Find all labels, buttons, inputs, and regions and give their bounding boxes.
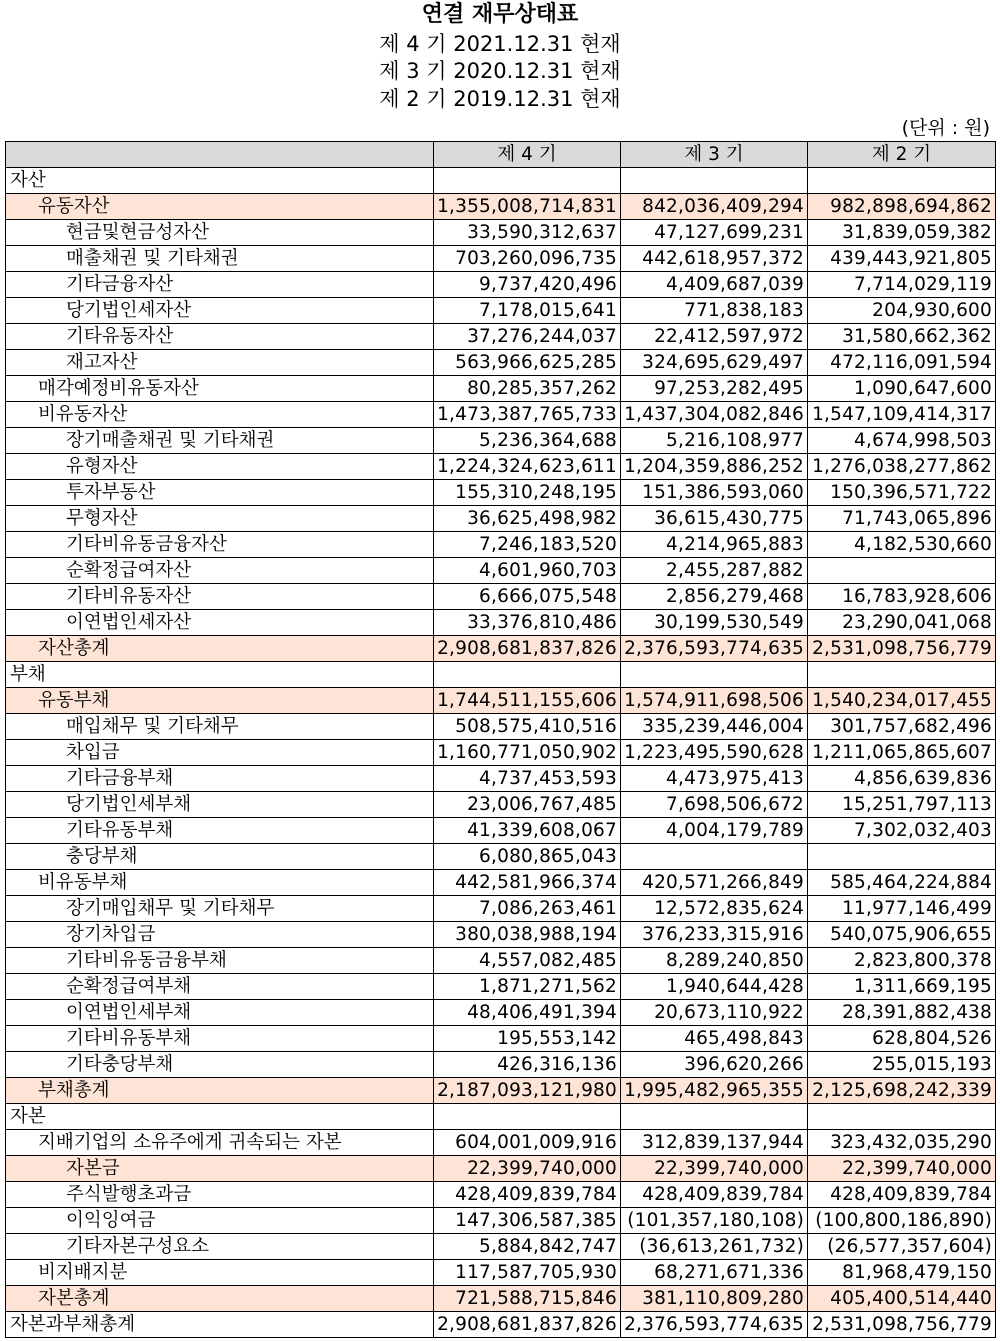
table-row bbox=[6, 1182, 996, 1208]
account-label: 당기법인세자산 bbox=[6, 298, 434, 324]
amount-cell-period-4: 5,884,842,747 bbox=[434, 1234, 621, 1260]
amount-cell-period-4: 1,160,771,050,902 bbox=[434, 740, 621, 766]
table-row bbox=[6, 532, 996, 558]
amount-cell-period-4: 41,339,608,067 bbox=[434, 818, 621, 844]
table-row bbox=[6, 350, 996, 376]
amount-cell-period-2: 81,968,479,150 bbox=[808, 1260, 996, 1286]
account-label: 기타유동부채 bbox=[6, 818, 434, 844]
account-label: 순확정급여부채 bbox=[6, 974, 434, 1000]
table-row bbox=[6, 298, 996, 324]
amount-cell-period-4: 1,224,324,623,611 bbox=[434, 454, 621, 480]
table-row bbox=[6, 1026, 996, 1052]
account-label: 유동자산 bbox=[6, 194, 434, 220]
amount-cell-period-2 bbox=[808, 662, 996, 688]
amount-cell-period-4: 721,588,715,846 bbox=[434, 1286, 621, 1312]
amount-cell-period-2: 150,396,571,722 bbox=[808, 480, 996, 506]
amount-cell-period-3: 30,199,530,549 bbox=[621, 610, 808, 636]
table-row bbox=[6, 1104, 996, 1130]
table-row bbox=[6, 1156, 996, 1182]
account-label: 유형자산 bbox=[6, 454, 434, 480]
amount-cell-period-2: 22,399,740,000 bbox=[808, 1156, 996, 1182]
header-period-2: 제 2 기 bbox=[808, 142, 996, 168]
amount-cell-period-2: 7,302,032,403 bbox=[808, 818, 996, 844]
unit-label: (단위 : 원) bbox=[901, 117, 990, 139]
amount-cell-period-2: 7,714,029,119 bbox=[808, 272, 996, 298]
period-line-2: 제 2 기 2019.12.31 현재 bbox=[379, 87, 621, 111]
amount-cell-period-3: 4,004,179,789 bbox=[621, 818, 808, 844]
amount-cell-period-2: 204,930,600 bbox=[808, 298, 996, 324]
account-label: 현금및현금성자산 bbox=[6, 220, 434, 246]
amount-cell-period-3: 5,216,108,977 bbox=[621, 428, 808, 454]
amount-cell-period-2: 1,311,669,195 bbox=[808, 974, 996, 1000]
amount-cell-period-4: 147,306,587,385 bbox=[434, 1208, 621, 1234]
account-label: 주식발행초과금 bbox=[6, 1182, 434, 1208]
table-row bbox=[6, 1208, 996, 1234]
amount-cell-period-4: 428,409,839,784 bbox=[434, 1182, 621, 1208]
header-period-3: 제 3 기 bbox=[621, 142, 808, 168]
amount-cell-period-3: 312,839,137,944 bbox=[621, 1130, 808, 1156]
amount-cell-period-3: 1,437,304,082,846 bbox=[621, 402, 808, 428]
account-label: 유동부채 bbox=[6, 688, 434, 714]
amount-cell-period-2: 4,674,998,503 bbox=[808, 428, 996, 454]
amount-cell-period-2: 628,804,526 bbox=[808, 1026, 996, 1052]
amount-cell-period-2: 323,432,035,290 bbox=[808, 1130, 996, 1156]
amount-cell-period-2: 405,400,514,440 bbox=[808, 1286, 996, 1312]
account-label: 당기법인세부채 bbox=[6, 792, 434, 818]
amount-cell-period-4: 37,276,244,037 bbox=[434, 324, 621, 350]
amount-cell-period-3: 465,498,843 bbox=[621, 1026, 808, 1052]
amount-cell-period-3: 442,618,957,372 bbox=[621, 246, 808, 272]
amount-cell-period-4: 1,744,511,155,606 bbox=[434, 688, 621, 714]
amount-cell-period-4: 48,406,491,394 bbox=[434, 1000, 621, 1026]
amount-cell-period-3: 20,673,110,922 bbox=[621, 1000, 808, 1026]
amount-cell-period-3: 47,127,699,231 bbox=[621, 220, 808, 246]
amount-cell-period-4: 9,737,420,496 bbox=[434, 272, 621, 298]
account-label: 자산 bbox=[6, 168, 434, 194]
amount-cell-period-3: 4,214,965,883 bbox=[621, 532, 808, 558]
table-row bbox=[6, 246, 996, 272]
table-row bbox=[6, 766, 996, 792]
table-row bbox=[6, 896, 996, 922]
table-row bbox=[6, 792, 996, 818]
table-row bbox=[6, 740, 996, 766]
table-row bbox=[6, 194, 996, 220]
amount-cell-period-4: 2,187,093,121,980 bbox=[434, 1078, 621, 1104]
account-label: 순확정급여자산 bbox=[6, 558, 434, 584]
account-label: 자본 bbox=[6, 1104, 434, 1130]
table-row bbox=[6, 714, 996, 740]
amount-cell-period-4 bbox=[434, 168, 621, 194]
table-row bbox=[6, 844, 996, 870]
amount-cell-period-4: 380,038,988,194 bbox=[434, 922, 621, 948]
amount-cell-period-4: 7,246,183,520 bbox=[434, 532, 621, 558]
amount-cell-period-3: 1,995,482,965,355 bbox=[621, 1078, 808, 1104]
amount-cell-period-3: 771,838,183 bbox=[621, 298, 808, 324]
amount-cell-period-2: 31,839,059,382 bbox=[808, 220, 996, 246]
statement-title: 연결 재무상태표 bbox=[421, 2, 579, 27]
account-label: 장기매입채무 및 기타채무 bbox=[6, 896, 434, 922]
amount-cell-period-2: 2,531,098,756,779 bbox=[808, 1312, 996, 1338]
amount-cell-period-4: 2,908,681,837,826 bbox=[434, 1312, 621, 1338]
table-row bbox=[6, 922, 996, 948]
amount-cell-period-2: (26,577,357,604) bbox=[808, 1234, 996, 1260]
amount-cell-period-3: 2,376,593,774,635 bbox=[621, 1312, 808, 1338]
amount-cell-period-4: 22,399,740,000 bbox=[434, 1156, 621, 1182]
account-label: 자본금 bbox=[6, 1156, 434, 1182]
table-row bbox=[6, 454, 996, 480]
table-row bbox=[6, 1234, 996, 1260]
amount-cell-period-3: 2,376,593,774,635 bbox=[621, 636, 808, 662]
table-row bbox=[6, 506, 996, 532]
table-row bbox=[6, 870, 996, 896]
table-row bbox=[6, 948, 996, 974]
amount-cell-period-3: (36,613,261,732) bbox=[621, 1234, 808, 1260]
table-row bbox=[6, 1312, 996, 1338]
account-label: 이연법인세자산 bbox=[6, 610, 434, 636]
amount-cell-period-3 bbox=[621, 168, 808, 194]
amount-cell-period-4: 703,260,096,735 bbox=[434, 246, 621, 272]
amount-cell-period-3: 1,223,495,590,628 bbox=[621, 740, 808, 766]
amount-cell-period-4: 33,376,810,486 bbox=[434, 610, 621, 636]
amount-cell-period-2: 15,251,797,113 bbox=[808, 792, 996, 818]
amount-cell-period-2: 1,276,038,277,862 bbox=[808, 454, 996, 480]
account-label: 기타금융부채 bbox=[6, 766, 434, 792]
amount-cell-period-2: 2,125,698,242,339 bbox=[808, 1078, 996, 1104]
amount-cell-period-3 bbox=[621, 1104, 808, 1130]
table-row bbox=[6, 324, 996, 350]
amount-cell-period-2: 4,856,639,836 bbox=[808, 766, 996, 792]
account-label: 기타충당부채 bbox=[6, 1052, 434, 1078]
amount-cell-period-4: 563,966,625,285 bbox=[434, 350, 621, 376]
amount-cell-period-4: 604,001,009,916 bbox=[434, 1130, 621, 1156]
amount-cell-period-2: 11,977,146,499 bbox=[808, 896, 996, 922]
period-line-4: 제 4 기 2021.12.31 현재 bbox=[379, 32, 621, 56]
amount-cell-period-4: 4,601,960,703 bbox=[434, 558, 621, 584]
account-label: 장기차입금 bbox=[6, 922, 434, 948]
table-row bbox=[6, 1052, 996, 1078]
amount-cell-period-2: 2,531,098,756,779 bbox=[808, 636, 996, 662]
amount-cell-period-4: 2,908,681,837,826 bbox=[434, 636, 621, 662]
table-row bbox=[6, 636, 996, 662]
table-row bbox=[6, 818, 996, 844]
amount-cell-period-4: 7,086,263,461 bbox=[434, 896, 621, 922]
amount-cell-period-4: 7,178,015,641 bbox=[434, 298, 621, 324]
amount-cell-period-3: 1,940,644,428 bbox=[621, 974, 808, 1000]
account-label: 비유동부채 bbox=[6, 870, 434, 896]
account-label: 기타비유동금융자산 bbox=[6, 532, 434, 558]
account-label: 매입채무 및 기타채무 bbox=[6, 714, 434, 740]
amount-cell-period-3: 22,399,740,000 bbox=[621, 1156, 808, 1182]
amount-cell-period-4: 23,006,767,485 bbox=[434, 792, 621, 818]
account-label: 기타비유동부채 bbox=[6, 1026, 434, 1052]
account-label: 매각예정비유동자산 bbox=[6, 376, 434, 402]
amount-cell-period-2: 1,547,109,414,317 bbox=[808, 402, 996, 428]
amount-cell-period-4: 4,737,453,593 bbox=[434, 766, 621, 792]
amount-cell-period-2: 31,580,662,362 bbox=[808, 324, 996, 350]
amount-cell-period-4: 5,236,364,688 bbox=[434, 428, 621, 454]
amount-cell-period-2: 23,290,041,068 bbox=[808, 610, 996, 636]
table-row bbox=[6, 584, 996, 610]
amount-cell-period-3: 376,233,315,916 bbox=[621, 922, 808, 948]
account-label: 차입금 bbox=[6, 740, 434, 766]
amount-cell-period-2: 540,075,906,655 bbox=[808, 922, 996, 948]
amount-cell-period-4 bbox=[434, 1104, 621, 1130]
amount-cell-period-3: 1,574,911,698,506 bbox=[621, 688, 808, 714]
table-row bbox=[6, 558, 996, 584]
amount-cell-period-3: 7,698,506,672 bbox=[621, 792, 808, 818]
amount-cell-period-3: 324,695,629,497 bbox=[621, 350, 808, 376]
account-label: 기타비유동자산 bbox=[6, 584, 434, 610]
amount-cell-period-2 bbox=[808, 168, 996, 194]
amount-cell-period-2: 28,391,882,438 bbox=[808, 1000, 996, 1026]
table-row bbox=[6, 168, 996, 194]
balance-sheet-table bbox=[5, 141, 996, 1338]
account-label: 재고자산 bbox=[6, 350, 434, 376]
account-label: 지배기업의 소유주에게 귀속되는 자본 bbox=[6, 1130, 434, 1156]
amount-cell-period-2: 301,757,682,496 bbox=[808, 714, 996, 740]
table-row bbox=[6, 974, 996, 1000]
amount-cell-period-2: 982,898,694,862 bbox=[808, 194, 996, 220]
amount-cell-period-3: 396,620,266 bbox=[621, 1052, 808, 1078]
amount-cell-period-2: 1,540,234,017,455 bbox=[808, 688, 996, 714]
amount-cell-period-4: 117,587,705,930 bbox=[434, 1260, 621, 1286]
table-row bbox=[6, 272, 996, 298]
account-label: 매출채권 및 기타채권 bbox=[6, 246, 434, 272]
amount-cell-period-4: 6,666,075,548 bbox=[434, 584, 621, 610]
amount-cell-period-2: 1,090,647,600 bbox=[808, 376, 996, 402]
amount-cell-period-2: 439,443,921,805 bbox=[808, 246, 996, 272]
table-row bbox=[6, 1130, 996, 1156]
table-row bbox=[6, 376, 996, 402]
account-label: 자산총계 bbox=[6, 636, 434, 662]
account-label: 자본총계 bbox=[6, 1286, 434, 1312]
amount-cell-period-3: 420,571,266,849 bbox=[621, 870, 808, 896]
account-label: 비유동자산 bbox=[6, 402, 434, 428]
account-label: 부채총계 bbox=[6, 1078, 434, 1104]
account-label: 부채 bbox=[6, 662, 434, 688]
amount-cell-period-2: 2,823,800,378 bbox=[808, 948, 996, 974]
account-label: 비지배지분 bbox=[6, 1260, 434, 1286]
table-header-row bbox=[6, 142, 996, 168]
table-row bbox=[6, 610, 996, 636]
table-row bbox=[6, 1000, 996, 1026]
amount-cell-period-3: 1,204,359,886,252 bbox=[621, 454, 808, 480]
amount-cell-period-3: 68,271,671,336 bbox=[621, 1260, 808, 1286]
amount-cell-period-3: 335,239,446,004 bbox=[621, 714, 808, 740]
table-row bbox=[6, 1260, 996, 1286]
account-label: 무형자산 bbox=[6, 506, 434, 532]
amount-cell-period-3: 8,289,240,850 bbox=[621, 948, 808, 974]
amount-cell-period-3: 4,473,975,413 bbox=[621, 766, 808, 792]
table-row bbox=[6, 220, 996, 246]
amount-cell-period-2: 585,464,224,884 bbox=[808, 870, 996, 896]
account-label: 장기매출채권 및 기타채권 bbox=[6, 428, 434, 454]
amount-cell-period-4: 195,553,142 bbox=[434, 1026, 621, 1052]
amount-cell-period-4: 33,590,312,637 bbox=[434, 220, 621, 246]
amount-cell-period-2: 71,743,065,896 bbox=[808, 506, 996, 532]
amount-cell-period-3: (101,357,180,108) bbox=[621, 1208, 808, 1234]
table-row bbox=[6, 1286, 996, 1312]
amount-cell-period-3: 381,110,809,280 bbox=[621, 1286, 808, 1312]
amount-cell-period-3: 97,253,282,495 bbox=[621, 376, 808, 402]
amount-cell-period-2: (100,800,186,890) bbox=[808, 1208, 996, 1234]
amount-cell-period-3: 36,615,430,775 bbox=[621, 506, 808, 532]
amount-cell-period-2 bbox=[808, 558, 996, 584]
amount-cell-period-2: 4,182,530,660 bbox=[808, 532, 996, 558]
amount-cell-period-3: 2,856,279,468 bbox=[621, 584, 808, 610]
table-row bbox=[6, 1078, 996, 1104]
amount-cell-period-4: 1,871,271,562 bbox=[434, 974, 621, 1000]
amount-cell-period-4: 80,285,357,262 bbox=[434, 376, 621, 402]
amount-cell-period-4: 426,316,136 bbox=[434, 1052, 621, 1078]
account-label: 기타금융자산 bbox=[6, 272, 434, 298]
amount-cell-period-2: 472,116,091,594 bbox=[808, 350, 996, 376]
amount-cell-period-2 bbox=[808, 1104, 996, 1130]
amount-cell-period-4: 155,310,248,195 bbox=[434, 480, 621, 506]
account-label: 충당부채 bbox=[6, 844, 434, 870]
amount-cell-period-3: 12,572,835,624 bbox=[621, 896, 808, 922]
account-label: 이익잉여금 bbox=[6, 1208, 434, 1234]
account-label: 기타자본구성요소 bbox=[6, 1234, 434, 1260]
amount-cell-period-4: 4,557,082,485 bbox=[434, 948, 621, 974]
amount-cell-period-4: 508,575,410,516 bbox=[434, 714, 621, 740]
table-row bbox=[6, 402, 996, 428]
amount-cell-period-3: 4,409,687,039 bbox=[621, 272, 808, 298]
table-row bbox=[6, 662, 996, 688]
amount-cell-period-4: 6,080,865,043 bbox=[434, 844, 621, 870]
amount-cell-period-2: 16,783,928,606 bbox=[808, 584, 996, 610]
amount-cell-period-3: 842,036,409,294 bbox=[621, 194, 808, 220]
account-label: 이연법인세부채 bbox=[6, 1000, 434, 1026]
account-label: 기타유동자산 bbox=[6, 324, 434, 350]
account-label: 투자부동산 bbox=[6, 480, 434, 506]
account-label: 자본과부채총계 bbox=[6, 1312, 434, 1338]
amount-cell-period-3 bbox=[621, 844, 808, 870]
amount-cell-period-4: 36,625,498,982 bbox=[434, 506, 621, 532]
amount-cell-period-3: 2,455,287,882 bbox=[621, 558, 808, 584]
amount-cell-period-4 bbox=[434, 662, 621, 688]
amount-cell-period-3: 22,412,597,972 bbox=[621, 324, 808, 350]
amount-cell-period-2: 1,211,065,865,607 bbox=[808, 740, 996, 766]
amount-cell-period-4: 1,355,008,714,831 bbox=[434, 194, 621, 220]
amount-cell-period-3: 151,386,593,060 bbox=[621, 480, 808, 506]
header-account bbox=[6, 142, 434, 168]
table-row bbox=[6, 428, 996, 454]
period-line-3: 제 3 기 2020.12.31 현재 bbox=[379, 59, 621, 83]
amount-cell-period-4: 442,581,966,374 bbox=[434, 870, 621, 896]
amount-cell-period-2: 428,409,839,784 bbox=[808, 1182, 996, 1208]
amount-cell-period-2: 255,015,193 bbox=[808, 1052, 996, 1078]
amount-cell-period-3 bbox=[621, 662, 808, 688]
table-row bbox=[6, 688, 996, 714]
amount-cell-period-4: 1,473,387,765,733 bbox=[434, 402, 621, 428]
header-period-4: 제 4 기 bbox=[434, 142, 621, 168]
account-label: 기타비유동금융부채 bbox=[6, 948, 434, 974]
table-row bbox=[6, 480, 996, 506]
amount-cell-period-2 bbox=[808, 844, 996, 870]
amount-cell-period-3: 428,409,839,784 bbox=[621, 1182, 808, 1208]
